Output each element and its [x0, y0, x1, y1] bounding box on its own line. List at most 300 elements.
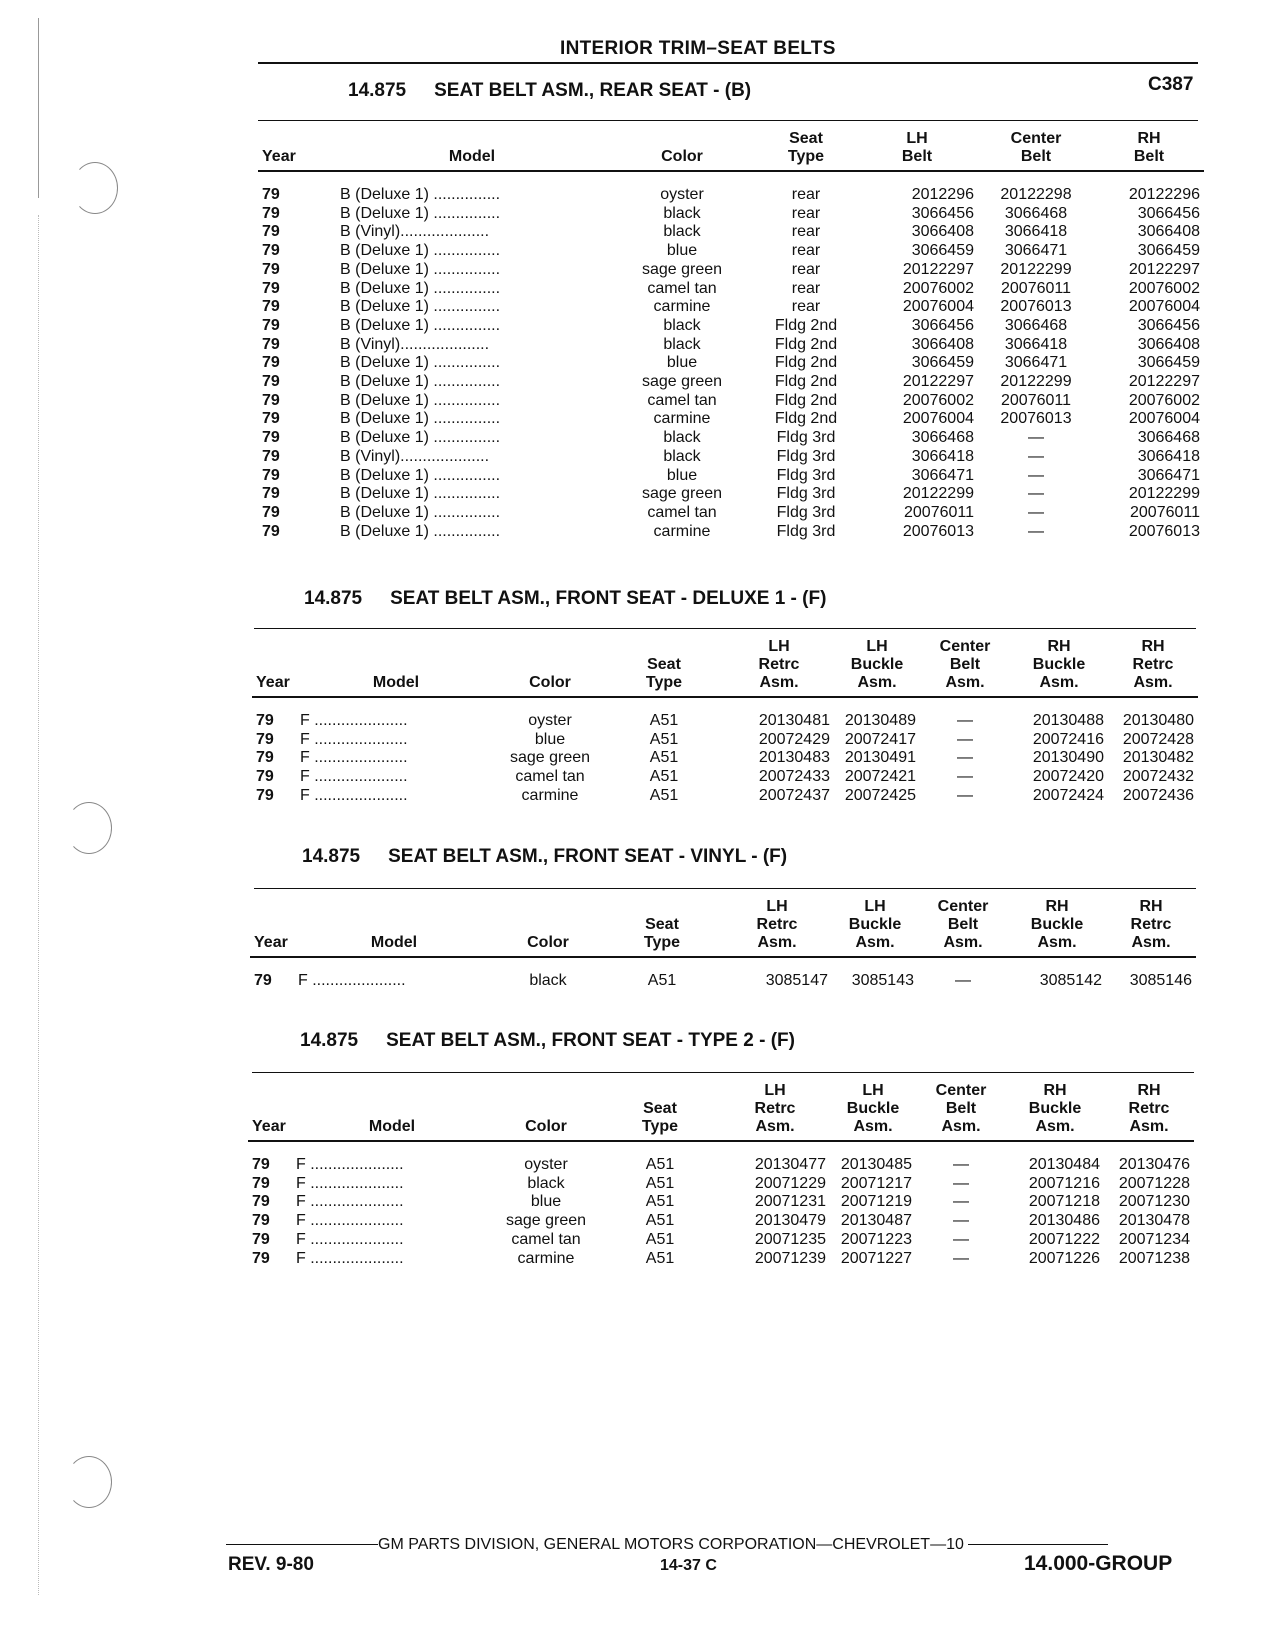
table-cell: 79 — [262, 447, 280, 465]
column-header: LH Retrc Asm. — [754, 1082, 796, 1135]
table-cell: B (Deluxe 1) ............... — [340, 186, 501, 203]
table-cell: blue — [530, 1193, 562, 1211]
table-cell: 20071216 — [1028, 1174, 1100, 1192]
spacer-cell — [252, 697, 1198, 712]
table-cell: 20076002 — [902, 391, 974, 409]
table-cell: B (Deluxe 1) ............... — [340, 204, 501, 222]
table-cell: 20130483 — [758, 749, 830, 767]
table-cell: 79 — [256, 749, 274, 767]
table-cell: A51 — [645, 1249, 675, 1267]
column-header: RH Belt — [1133, 130, 1165, 165]
table-cell: 2012296 — [911, 186, 974, 203]
table-row — [258, 186, 1204, 205]
table-cell: — — [953, 1193, 969, 1211]
table-row — [258, 280, 1204, 299]
table-cell: 20122297 — [1128, 373, 1200, 391]
table-cell: oyster — [528, 712, 572, 729]
table-cell: 20072421 — [844, 768, 916, 786]
table-cell: A51 — [649, 712, 679, 729]
table-cell: 79 — [256, 786, 274, 804]
column-header: LH Buckle Asm. — [846, 1082, 900, 1135]
table-cell: 20130486 — [1028, 1212, 1100, 1230]
table-cell: 20122298 — [1000, 186, 1072, 203]
column-header: Year — [254, 934, 288, 951]
table-cell: 3066408 — [1137, 335, 1200, 353]
table-cell: rear — [791, 186, 821, 203]
section-name: SEAT BELT ASM., FRONT SEAT - DELUXE 1 - (F) — [390, 588, 827, 609]
group-number: 14.000-GROUP — [1024, 1552, 1173, 1575]
table-cell: Fldg 3rd — [776, 503, 836, 521]
table-cell: blue — [666, 242, 698, 260]
table-cell: 20076011 — [1001, 391, 1071, 409]
table-cell: 3066408 — [1137, 223, 1200, 241]
table-cell: — — [1028, 429, 1044, 447]
table-cell: — — [1028, 485, 1044, 503]
table-cell: — — [1028, 466, 1044, 484]
table-cell: black — [527, 1174, 565, 1192]
table-cell: 20071226 — [1028, 1249, 1100, 1267]
table-cell: — — [957, 730, 973, 748]
table-cell: 79 — [262, 186, 280, 203]
table-cell: 20076002 — [1128, 391, 1200, 409]
table-row — [258, 448, 1204, 467]
column-header: RH Buckle Asm. — [1030, 898, 1084, 951]
table-cell: 3085147 — [765, 972, 828, 989]
table-cell: Fldg 3rd — [776, 429, 836, 447]
table-cell: B (Deluxe 1) ............... — [340, 242, 501, 260]
table-cell: 79 — [262, 485, 280, 503]
column-header: Model — [370, 934, 418, 951]
table-cell: F ..................... — [296, 1249, 404, 1267]
table-cell: B (Vinyl).................... — [340, 335, 490, 353]
table-row — [258, 354, 1204, 373]
table-cell: — — [953, 1230, 969, 1248]
table-cell: 3066408 — [911, 335, 974, 353]
column-header: RH Buckle Asm. — [1032, 638, 1086, 691]
table-cell: — — [957, 712, 973, 729]
table-cell: 20076013 — [1000, 298, 1072, 316]
table-top-rule — [254, 628, 1196, 629]
table-cell: A51 — [645, 1212, 675, 1230]
spacer-cell — [248, 1141, 1194, 1156]
table-cell: F ..................... — [300, 786, 408, 804]
table-row — [252, 731, 1198, 750]
table-cell: oyster — [660, 186, 704, 203]
table-cell: 79 — [262, 223, 280, 241]
footer-rule — [968, 1544, 1108, 1545]
table-cell: 20072424 — [1032, 786, 1104, 804]
table-row — [252, 749, 1198, 768]
section-title — [304, 588, 826, 610]
table-cell: camel tan — [647, 503, 717, 521]
table-cell: 3066418 — [1137, 447, 1200, 465]
table-cell: 79 — [252, 1193, 270, 1211]
table-cell: A51 — [645, 1230, 675, 1248]
table-cell: 79 — [256, 730, 274, 748]
table-cell: 20130485 — [840, 1156, 912, 1173]
table-cell: 20130476 — [1118, 1156, 1190, 1173]
section-name: SEAT BELT ASM., REAR SEAT - (B) — [434, 80, 752, 101]
table-cell: 20076011 — [1001, 279, 1071, 297]
table-cell: 20071239 — [754, 1249, 826, 1267]
table-row — [258, 373, 1204, 392]
page-title: INTERIOR TRIM–SEAT BELTS — [560, 38, 836, 59]
table-cell: 20071230 — [1118, 1193, 1190, 1211]
table-cell: 20072432 — [1122, 768, 1194, 786]
table-cell: black — [663, 335, 701, 353]
column-header: Center Belt Asm. — [939, 638, 991, 691]
table-cell: black — [663, 429, 701, 447]
table-cell: 3085142 — [1039, 972, 1102, 989]
table-cell: B (Deluxe 1) ............... — [340, 391, 501, 409]
table-cell: — — [1028, 503, 1044, 521]
parts-table-rear-seat — [258, 130, 1204, 541]
table-row — [248, 1212, 1194, 1231]
table-row — [258, 298, 1204, 317]
table-cell: 79 — [262, 242, 280, 260]
table-cell: F ..................... — [300, 749, 408, 767]
column-header: LH Buckle Asm. — [850, 638, 904, 691]
column-header: RH Retrc Asm. — [1128, 1082, 1170, 1135]
table-cell: F ..................... — [296, 1193, 404, 1211]
table-cell: 3066468 — [1004, 316, 1068, 334]
table-cell: B (Deluxe 1) ............... — [340, 279, 501, 297]
table-cell: Fldg 2nd — [774, 335, 838, 353]
punch-hole — [72, 162, 118, 214]
table-cell: 20071238 — [1118, 1249, 1190, 1267]
table-cell: rear — [791, 204, 821, 222]
table-cell: 20072436 — [1122, 786, 1194, 804]
table-cell: Fldg 3rd — [776, 522, 836, 540]
table-cell: 79 — [252, 1230, 270, 1248]
table-cell: 20122299 — [1000, 373, 1072, 391]
table-cell: 3066468 — [1137, 429, 1200, 447]
table-cell: 3085146 — [1129, 972, 1192, 989]
table-cell: 20076002 — [902, 279, 974, 297]
table-cell: F ..................... — [296, 1156, 404, 1173]
table-cell: 20130487 — [840, 1212, 912, 1230]
table-cell: 79 — [262, 373, 280, 391]
table-cell: 20130484 — [1028, 1156, 1100, 1173]
header-rule — [258, 62, 1198, 64]
table-cell: 20130482 — [1122, 749, 1194, 767]
table-cell: 3066456 — [1137, 204, 1200, 222]
section-title — [348, 80, 751, 102]
table-cell: 79 — [256, 712, 274, 729]
column-header: Color — [661, 148, 703, 165]
table-cell: A51 — [645, 1193, 675, 1211]
table-cell: 79 — [252, 1174, 270, 1192]
table-row — [250, 972, 1196, 991]
table-cell: 20076004 — [902, 298, 974, 316]
section-name: SEAT BELT ASM., FRONT SEAT - VINYL - (F) — [388, 846, 788, 867]
column-header: LH Retrc Asm. — [756, 898, 798, 951]
table-cell: black — [663, 204, 701, 222]
table-cell: 79 — [262, 354, 280, 372]
table-row — [258, 242, 1204, 261]
table-cell: sage green — [641, 485, 723, 503]
column-header: Seat Type — [645, 656, 683, 691]
table-cell: 3066418 — [1004, 223, 1068, 241]
table-cell: 79 — [262, 260, 280, 278]
table-cell: 20072416 — [1032, 730, 1104, 748]
column-header: Year — [256, 674, 290, 691]
table-cell: 79 — [252, 1249, 270, 1267]
table-row — [258, 392, 1204, 411]
column-header: RH Buckle Asm. — [1028, 1082, 1082, 1135]
table-cell: 79 — [262, 503, 280, 521]
table-cell: 3066418 — [1004, 335, 1068, 353]
table-cell: 20076004 — [1128, 410, 1200, 428]
table-cell: sage green — [641, 260, 723, 278]
spacer-row — [250, 957, 1196, 972]
table-cell: camel tan — [647, 391, 717, 409]
table-cell: 20130479 — [754, 1212, 826, 1230]
table-cell: B (Deluxe 1) ............... — [340, 410, 501, 428]
spacer-cell — [258, 171, 1204, 186]
table-cell: 79 — [262, 204, 280, 222]
revision-date: REV. 9-80 — [228, 1554, 314, 1575]
column-header: Center Belt Asm. — [937, 898, 989, 951]
table-cell: — — [953, 1174, 969, 1192]
table-row — [258, 317, 1204, 336]
section-name: SEAT BELT ASM., FRONT SEAT - TYPE 2 - (F) — [386, 1030, 795, 1051]
table-cell: black — [663, 447, 701, 465]
spacer-row — [248, 1141, 1194, 1156]
table-cell: 20072425 — [844, 786, 916, 804]
table-cell: 79 — [262, 410, 280, 428]
table-cell: camel tan — [511, 1230, 581, 1248]
table-cell: 20076013 — [1000, 410, 1072, 428]
table-cell: A51 — [647, 972, 677, 989]
margin-line — [38, 18, 39, 198]
table-cell: carmine — [653, 410, 711, 428]
table-cell: 3066471 — [1004, 354, 1068, 372]
spacer-row — [252, 697, 1198, 712]
table-cell: F ..................... — [296, 1174, 404, 1192]
table-cell: 3066468 — [1004, 204, 1068, 222]
table-cell: 20071231 — [754, 1193, 826, 1211]
table-header-row — [250, 898, 1196, 957]
table-cell: 3066471 — [911, 466, 974, 484]
table-cell: sage green — [641, 373, 723, 391]
column-header: Seat Type — [787, 130, 825, 165]
table-cell: 3066459 — [911, 242, 974, 260]
table-cell: 20071229 — [754, 1174, 826, 1192]
table-cell: rear — [791, 260, 821, 278]
table-cell: F ..................... — [300, 768, 408, 786]
table-row — [258, 336, 1204, 355]
table-cell: 20130481 — [758, 712, 830, 729]
table-cell: 20076004 — [1128, 298, 1200, 316]
table-cell: 3066456 — [1137, 316, 1200, 334]
table-cell: B (Deluxe 1) ............... — [340, 485, 501, 503]
table-cell: 20071227 — [840, 1249, 912, 1267]
table-cell: — — [955, 972, 971, 989]
margin-line — [38, 215, 39, 1595]
parts-table-front-deluxe — [252, 638, 1198, 806]
table-cell: B (Deluxe 1) ............... — [340, 260, 501, 278]
table-cell: B (Deluxe 1) ............... — [340, 298, 501, 316]
column-header: Center Belt — [1010, 130, 1062, 165]
table-cell: Fldg 2nd — [774, 373, 838, 391]
table-cell: 3066456 — [911, 204, 974, 222]
spacer-cell — [250, 957, 1196, 972]
table-cell: Fldg 2nd — [774, 410, 838, 428]
table-cell: F ..................... — [300, 712, 408, 729]
section-number: 14.875 — [300, 1030, 359, 1051]
table-cell: 3066468 — [911, 429, 974, 447]
table-cell: Fldg 2nd — [774, 354, 838, 372]
table-cell: — — [953, 1212, 969, 1230]
table-cell: 3066471 — [1137, 466, 1200, 484]
table-cell: 20130491 — [844, 749, 916, 767]
table-cell: 20130478 — [1118, 1212, 1190, 1230]
table-cell: B (Deluxe 1) ............... — [340, 429, 501, 447]
table-header-row — [252, 638, 1198, 697]
table-row — [258, 523, 1204, 542]
table-cell: Fldg 3rd — [776, 485, 836, 503]
table-cell: 20122299 — [902, 485, 974, 503]
spacer-row — [258, 171, 1204, 186]
table-cell: sage green — [505, 1212, 587, 1230]
table-row — [258, 223, 1204, 242]
table-cell: A51 — [649, 749, 679, 767]
table-cell: 20130490 — [1032, 749, 1104, 767]
table-cell: rear — [791, 223, 821, 241]
table-cell: 79 — [262, 429, 280, 447]
table-cell: camel tan — [515, 768, 585, 786]
table-cell: 79 — [262, 279, 280, 297]
column-header: LH Retrc Asm. — [758, 638, 800, 691]
table-cell: 20071218 — [1028, 1193, 1100, 1211]
table-row — [252, 787, 1198, 806]
table-cell: black — [663, 223, 701, 241]
table-cell: 20072428 — [1122, 730, 1194, 748]
table-cell: 3066459 — [1137, 354, 1200, 372]
table-cell: blue — [666, 466, 698, 484]
table-cell: 20072437 — [758, 786, 830, 804]
section-number: 14.875 — [304, 588, 363, 609]
table-cell: B (Deluxe 1) ............... — [340, 522, 501, 540]
table-row — [258, 467, 1204, 486]
column-header: Model — [372, 674, 420, 691]
table-cell: 79 — [252, 1212, 270, 1230]
table-cell: F ..................... — [298, 972, 406, 989]
table-cell: 79 — [262, 335, 280, 353]
table-cell: B (Deluxe 1) ............... — [340, 354, 501, 372]
table-cell: oyster — [524, 1156, 568, 1173]
table-header-row — [258, 130, 1204, 171]
table-cell: B (Deluxe 1) ............... — [340, 466, 501, 484]
table-cell: 79 — [262, 522, 280, 540]
table-row — [252, 768, 1198, 787]
table-cell: 20072429 — [758, 730, 830, 748]
table-cell: carmine — [653, 522, 711, 540]
punch-hole — [66, 1456, 112, 1508]
table-cell: 20071219 — [840, 1193, 912, 1211]
table-cell: blue — [666, 354, 698, 372]
table-cell: 20072433 — [758, 768, 830, 786]
footer-division: GM PARTS DIVISION, GENERAL MOTORS CORPORATION—CHEVROLET—10 — [378, 1536, 964, 1553]
table-top-rule — [254, 888, 1196, 889]
table-cell: 3085143 — [851, 972, 914, 989]
table-cell: F ..................... — [296, 1230, 404, 1248]
table-cell: B (Deluxe 1) ............... — [340, 373, 501, 391]
table-cell: carmine — [517, 1249, 575, 1267]
table-cell: 20071217 — [840, 1174, 912, 1192]
table-cell: B (Vinyl).................... — [340, 447, 490, 465]
table-cell: black — [529, 972, 567, 989]
table-cell: 20076011 — [1130, 503, 1200, 521]
section-title — [302, 846, 787, 868]
table-row — [258, 261, 1204, 280]
table-cell: rear — [791, 298, 821, 316]
table-cell: A51 — [645, 1174, 675, 1192]
table-cell: blue — [534, 730, 566, 748]
column-header: Year — [262, 148, 296, 165]
table-top-rule — [258, 120, 1198, 121]
column-header: Color — [525, 1118, 567, 1135]
page-number: 14-37 C — [660, 1557, 717, 1574]
table-cell: 20071223 — [840, 1230, 912, 1248]
table-row — [248, 1231, 1194, 1250]
table-cell: — — [957, 768, 973, 786]
table-cell: 20130488 — [1032, 712, 1104, 729]
table-cell: A51 — [645, 1156, 675, 1173]
table-cell: 20130480 — [1122, 712, 1194, 729]
table-row — [252, 712, 1198, 731]
table-cell: 20071234 — [1118, 1230, 1190, 1248]
table-cell: 20122299 — [1128, 485, 1200, 503]
table-row — [258, 205, 1204, 224]
table-cell: F ..................... — [296, 1212, 404, 1230]
column-header: Model — [448, 148, 496, 165]
footer-division-line — [226, 1536, 1108, 1554]
table-cell: 3066418 — [911, 447, 974, 465]
table-cell: 20076013 — [902, 522, 974, 540]
table-cell: 20076011 — [904, 503, 974, 521]
table-cell: — — [1028, 447, 1044, 465]
table-cell: 79 — [262, 391, 280, 409]
table-cell: A51 — [649, 786, 679, 804]
table-row — [258, 485, 1204, 504]
table-cell: — — [1028, 522, 1044, 540]
column-header: LH Belt — [901, 130, 933, 165]
section-number: 14.875 — [348, 80, 407, 101]
table-cell: — — [957, 749, 973, 767]
section-title — [300, 1030, 795, 1052]
table-cell: 20130489 — [844, 712, 916, 729]
parts-table-front-type2 — [248, 1082, 1194, 1268]
column-header: Color — [527, 934, 569, 951]
column-header: Seat Type — [643, 916, 681, 951]
punch-hole — [66, 802, 112, 854]
table-cell: 79 — [256, 768, 274, 786]
column-header: LH Buckle Asm. — [848, 898, 902, 951]
column-header: Model — [368, 1118, 416, 1135]
column-header: Color — [529, 674, 571, 691]
table-cell: F ..................... — [300, 730, 408, 748]
table-cell: 20130477 — [754, 1156, 826, 1173]
table-cell: 20072420 — [1032, 768, 1104, 786]
table-cell: 79 — [262, 316, 280, 334]
table-cell: 79 — [254, 972, 272, 989]
table-cell: — — [953, 1249, 969, 1267]
illustration-code: C387 — [1148, 74, 1194, 95]
table-cell: Fldg 2nd — [774, 391, 838, 409]
table-cell: camel tan — [647, 279, 717, 297]
